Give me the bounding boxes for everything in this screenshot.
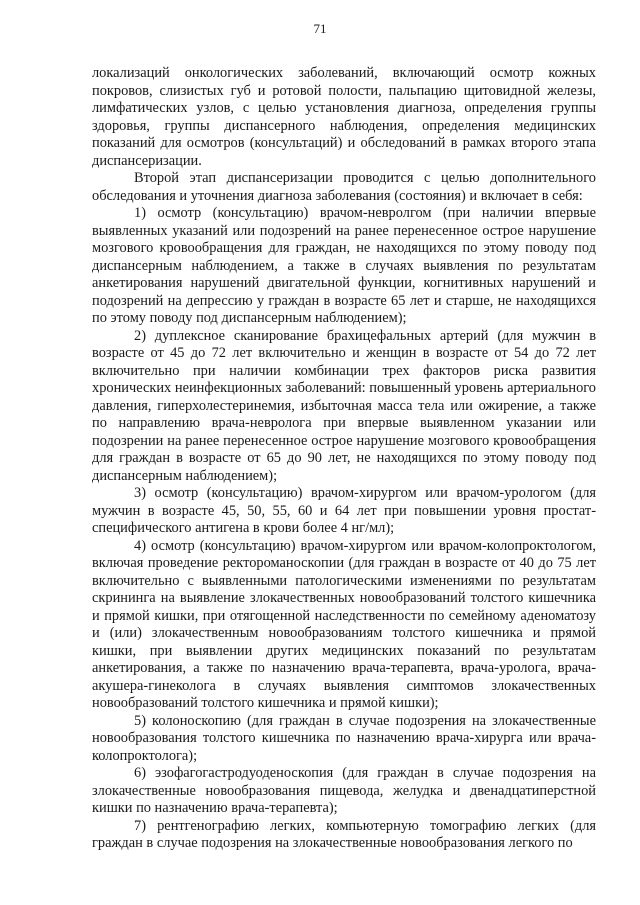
- page-number: 71: [313, 21, 327, 36]
- list-item-2: 2) дуплексное сканирование брахицефальных артерий (для мужчин в возрасте от 45 до 72 лет включительно и женщин в возрасте от 54 до 72 лет включительно при наличии комбинации трех факторов риска развития хронических неинфекционных заболеваний: повышенный уровень артериального давления, гиперхолестеринемия, избыточная масса тела или ожирение, а также по направлению врача-невролога при впервые выявленном указании или подозрении на ранее перенесенное острое нарушение мозгового кровообращения для граждан в возрасте от 65 до 90 лет, не находящихся по этому поводу под диспансерным наблюдением);: [92, 327, 596, 484]
- paragraph-continuation: локализаций онкологических заболеваний, включающий осмотр кожных покровов, слизистых губ и ротовой полости, пальпацию щитовидной железы, лимфатических узлов, с целью установления диагноза, определения группы здоровья, группы диспансерного наблюдения, определения медицинских показаний для осмотров (консультаций) и обследований в рамках второго этапа диспансеризации.: [92, 65, 596, 169]
- list-item-3: 3) осмотр (консультацию) врачом-хирургом или врачом-урологом (для мужчин в возрасте 45, 50, 55, 60 и 64 лет при повышении уровня простат-специфического антигена в крови более 4 нг/мл);: [92, 485, 596, 536]
- list-item-7: 7) рентгенографию легких, компьютерную томографию легких (для граждан в случае подозрения на злокачественные новообразования легкого по: [92, 817, 596, 851]
- document-body: [92, 65, 596, 853]
- paragraph-second-stage-intro: Второй этап диспансеризации проводится с целью дополнительного обследования и уточнения диагноза заболевания (состояния) и включает в себя:: [92, 170, 596, 204]
- list-item-4: 4) осмотр (консультацию) врачом-хирургом или врачом-колопроктологом, включая проведение ректороманоскопии (для граждан в возрасте от 40 до 75 лет включительно с выявленными патологическими изменениями по результатам скрининга на выявление злокачественных новообразований толстого кишечника и прямой кишки, при отягощенной наследственности по семейному аденоматозу и (или) злокачественным новообразованиям толстого кишечника и прямой кишки, при выявлении других медицинских показаний по результатам анкетирования, а также по назначению врача-терапевта, врача-уролога, врача-акушера-гинеколога в случаях выявления симптомов злокачественных новообразований толстого кишечника и прямой кишки);: [92, 537, 596, 711]
- list-item-5: 5) колоноскопию (для граждан в случае подозрения на злокачественные новообразования толстого кишечника по назначению врача-хирурга или врача-колопроктолога);: [92, 712, 596, 764]
- list-item-6: 6) эзофагогастродуоденоскопия (для граждан в случае подозрения на злокачественные новообразования пищевода, желудка и двенадцатиперстной кишки по назначению врача-терапевта);: [92, 765, 596, 816]
- list-item-1: 1) осмотр (консультацию) врачом-невролгом (при наличии впервые выявленных указаний или подозрений на ранее перенесенное острое нарушение мозгового кровообращения для граждан, не находящихся по этому поводу под диспансерным наблюдением, а также в случаях выявления по результатам анкетирования нарушений двигательной функции, когнитивных нарушений и подозрений на депрессию у граждан в возрасте 65 лет и старше, не находящихся по этому поводу под диспансерным наблюдением);: [92, 205, 596, 326]
